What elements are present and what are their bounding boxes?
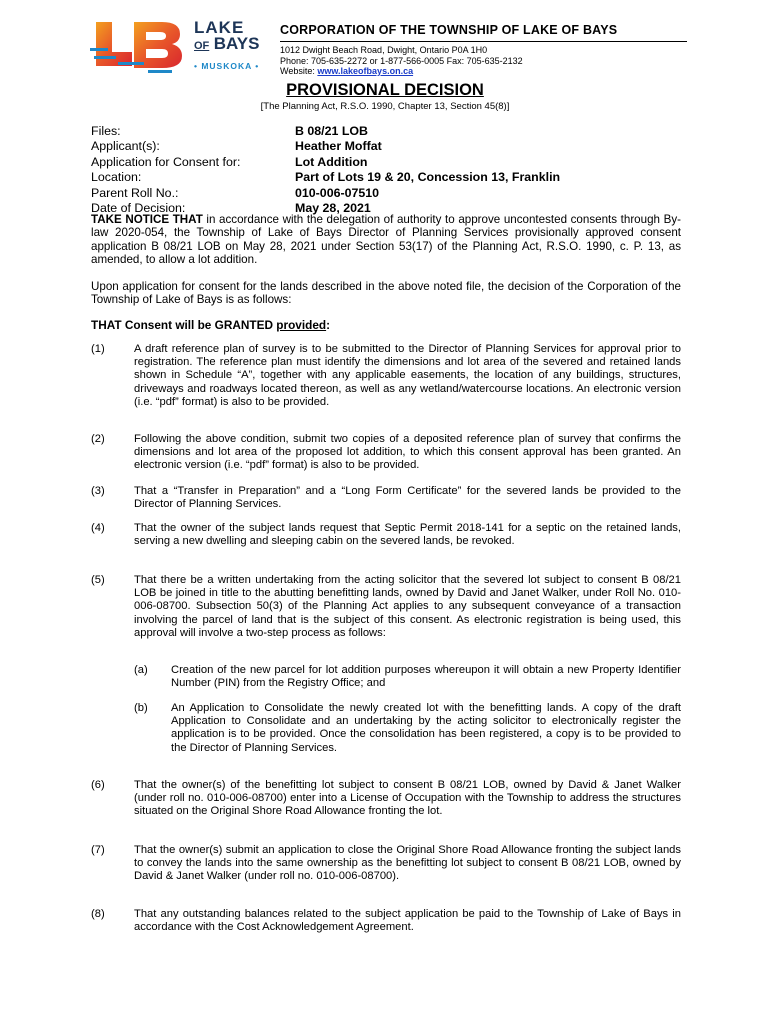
condition-number: (8) bbox=[91, 908, 105, 920]
info-row-files bbox=[91, 124, 560, 139]
corporation-website-line bbox=[280, 66, 687, 77]
subcondition-letter: (a) bbox=[134, 664, 148, 676]
condition-item bbox=[91, 485, 681, 511]
info-row-location bbox=[91, 170, 560, 185]
condition-text: That the owner of the subject lands request that Septic Permit 2018-141 for a septic on the retained lands, serving a new dwelling and sleeping cabin on the severed lands, be revoked. bbox=[134, 522, 681, 548]
condition-item bbox=[91, 522, 681, 548]
condition-text: A draft reference plan of survey is to be submitted to the Director of Planning Services for approval prior to registration. The reference plan must identify the dimensions and lot area of the severed and retained lands shown in Schedule “A”, together with any applicable easements, the location of any buildings, structures, driveways and roadways located thereon, as well as any wetland/watercourse locations. An electronic version (i.e. “pdf” format) is also to be provided. bbox=[134, 343, 681, 408]
granted-provided: provided bbox=[276, 318, 327, 332]
granted-suffix: : bbox=[326, 318, 331, 332]
website-label: Website: bbox=[280, 66, 315, 76]
website-link[interactable]: www.lakeofbays.on.ca bbox=[317, 66, 414, 76]
condition-text: That a “Transfer in Preparation” and a “Long Form Certificate” for the severed lands be provided to the Director of Planning Services. bbox=[134, 485, 681, 511]
info-value: Part of Lots 19 & 20, Concession 13, Franklin bbox=[295, 170, 561, 185]
condition-item bbox=[91, 779, 681, 819]
corporation-header bbox=[280, 23, 687, 77]
condition-number: (6) bbox=[91, 779, 105, 791]
info-row-applicant bbox=[91, 139, 560, 154]
granted-prefix: THAT Consent will be GRANTED bbox=[91, 318, 277, 332]
logo-bays-text: BAYS bbox=[213, 34, 260, 53]
info-label: Parent Roll No.: bbox=[91, 185, 179, 200]
info-label: Date of Decision: bbox=[91, 201, 186, 216]
condition-text: That there be a written undertaking from the acting solicitor that the severed lot subject to consent B 08/21 LOB be joined in title to the abutting benefitting lands, owned by David and Janet Walker, under Roll No. 010-006-08700. Subsection 50(3) of the Planning Act applies to any subsequent conveyance of a transaction involving the parcel of land that is the subject of this consent. As electronic registration is being used, this approval will involve a two-step process as follows: bbox=[134, 574, 681, 639]
logo-muskoka-text: • MUSKOKA • bbox=[194, 61, 260, 71]
corporation-title: CORPORATION OF THE TOWNSHIP OF LAKE OF BAYS bbox=[280, 23, 687, 42]
info-label: Files: bbox=[91, 124, 121, 138]
corporation-phone: Phone: 705-635-2272 or 1-877-566-0005 Fax: 705-635-2132 bbox=[280, 55, 523, 66]
condition-number: (4) bbox=[91, 522, 105, 534]
notice-body: in accordance with the delegation of authority to approve uncontested consents through By-law 2020-054, the Township of Lake of Bays Director of Planning Services provisionally approved consent application B 08/21 LOB on May 28, 2021 under Section 53(17) of the Planning Act, R.S.O. 1990, c. P. 13, as amended, to allow a lot addition. bbox=[91, 213, 681, 266]
condition-item bbox=[91, 343, 681, 409]
page-title: PROVISIONAL DECISION bbox=[286, 81, 484, 99]
subcondition-text: An Application to Consolidate the newly created lot with the benefitting lands. A copy of the draft Application to Consolidate and an undertaking by the acting solicitor to electronically register the application is to be provided. Once the consolidation has been registered, a copy is to be provided to the Director of Planning Services. bbox=[171, 702, 681, 754]
info-label: Application for Consent for: bbox=[91, 154, 241, 169]
condition-item bbox=[91, 908, 681, 934]
page-subtitle: [The Planning Act, R.S.O. 1990, Chapter 13, Section 45(8)] bbox=[260, 101, 510, 112]
logo-wordmark bbox=[194, 20, 259, 74]
condition-text: Following the above condition, submit two copies of a deposited reference plan of survey that confirms the dimensions and lot area of the proposed lot addition, to which this consent approval has been granted. An electronic version (i.e. “pdf” format) is also to be provided. bbox=[134, 433, 681, 472]
info-row-application bbox=[91, 155, 560, 170]
condition-text: That any outstanding balances related to the subject application be paid to the Township of Lake of Bays in accordance with the Cost Acknowledgement Agreement. bbox=[134, 908, 681, 934]
condition-item bbox=[91, 844, 681, 884]
upon-paragraph: Upon application for consent for the lands described in the above noted file, the decision of the Corporation of the Township of Lake of Bays is as follows: bbox=[91, 280, 681, 307]
condition-text: That the owner(s) of the benefitting lot subject to consent B 08/21 LOB, owned by David & Janet Walker (under roll no. 010-006-08700) enter into a License of Occupation with the Township to address the structures situated on the Original Shore Road Allowance fronting the lot. bbox=[134, 779, 681, 818]
file-info-block bbox=[91, 124, 560, 216]
info-label: Applicant(s): bbox=[91, 139, 160, 154]
info-label: Location: bbox=[91, 170, 142, 185]
condition-number: (1) bbox=[91, 343, 105, 355]
corporation-address: 1012 Dwight Beach Road, Dwight, Ontario P0A 1H0 bbox=[280, 45, 488, 55]
condition-number: (7) bbox=[91, 844, 105, 856]
condition-item bbox=[91, 574, 681, 640]
info-value: May 28, 2021 bbox=[295, 201, 371, 216]
notice-paragraph bbox=[91, 213, 681, 266]
condition-text: That the owner(s) submit an application to close the Original Shore Road Allowance fronting the subject lands to convey the lands into the same ownership as the benefitting lot subject to consent B 08/21 LOB, owned by David & Janet Walker (under roll no. 010-006-08700). bbox=[134, 844, 681, 883]
condition-number: (3) bbox=[91, 485, 105, 497]
condition-number: (5) bbox=[91, 574, 105, 586]
logo-of-text: OF bbox=[194, 40, 210, 52]
condition-number: (2) bbox=[91, 433, 105, 445]
consent-granted-heading bbox=[91, 318, 330, 332]
condition-item bbox=[91, 433, 681, 473]
logo-lake-text: LAKE bbox=[194, 18, 245, 37]
subcondition-letter: (b) bbox=[134, 702, 148, 714]
notice-lead: TAKE NOTICE THAT bbox=[91, 213, 203, 226]
info-value: B 08/21 LOB bbox=[295, 124, 368, 138]
info-row-roll bbox=[91, 186, 560, 201]
lb-mark-icon bbox=[88, 18, 188, 74]
township-logo bbox=[88, 18, 274, 74]
info-value: Heather Moffat bbox=[295, 139, 382, 154]
info-value: Lot Addition bbox=[295, 154, 368, 169]
subcondition-text: Creation of the new parcel for lot addition purposes whereupon it will obtain a new Property Identifier Number (PIN) from the Registry Office; and bbox=[171, 664, 681, 690]
info-value: 010-006-07510 bbox=[295, 185, 380, 200]
subcondition-item bbox=[134, 664, 681, 690]
subcondition-item bbox=[134, 702, 681, 755]
